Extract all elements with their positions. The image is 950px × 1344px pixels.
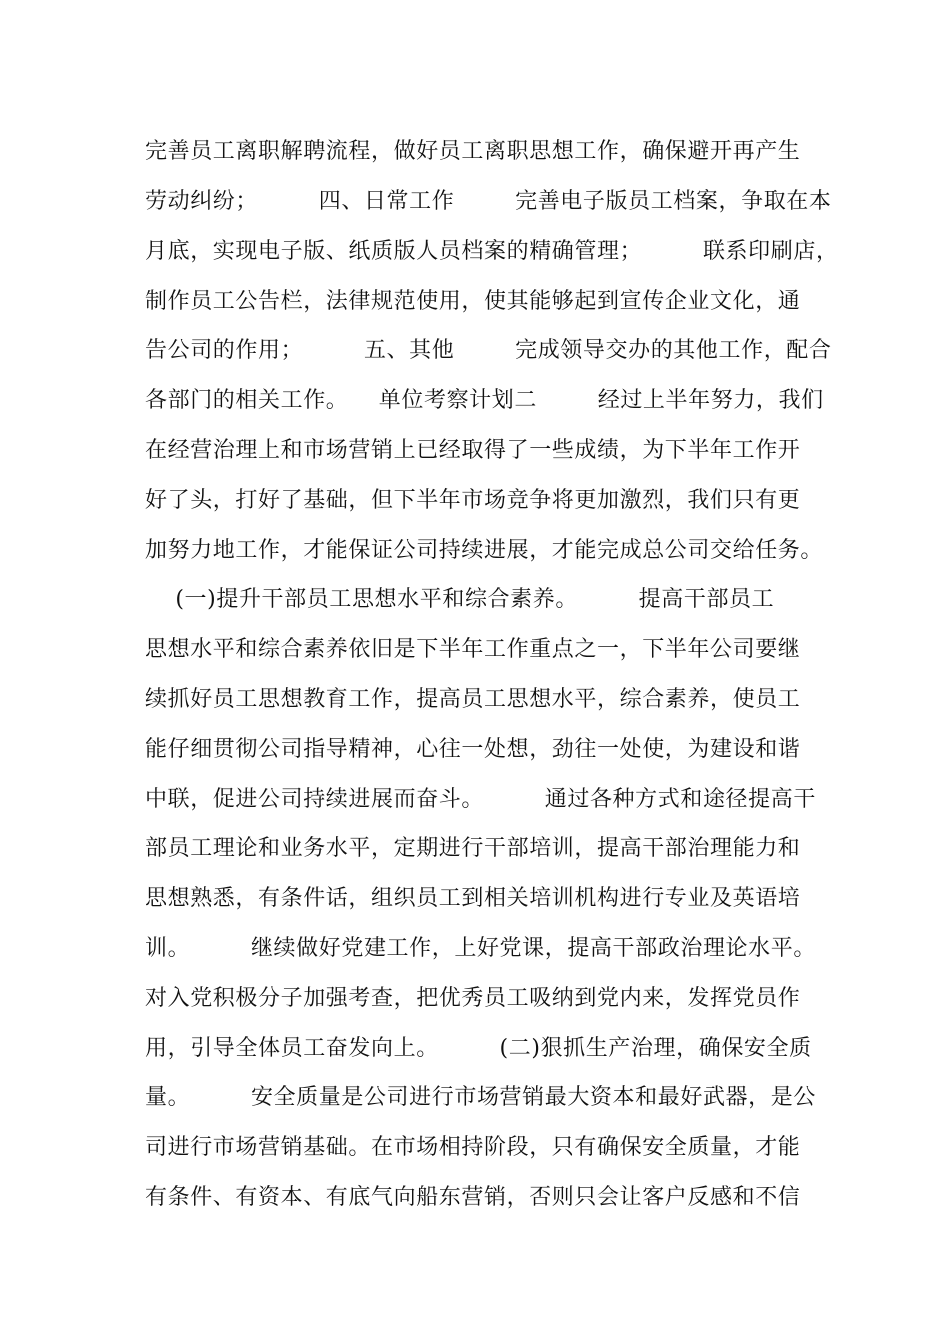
text-line: 中联，促进公司持续进展而奋斗。 通过各种方式和途径提高干 bbox=[145, 787, 816, 812]
text-line: (一)提升干部员工思想水平和综合素养。 提高干部员工 bbox=[145, 587, 775, 612]
text-line: 月底，实现电子版、纸质版人员档案的精确管理； 联系印刷店， bbox=[145, 239, 839, 264]
text-line: 续抓好员工思想教育工作，提高员工思想水平，综合素养，使员工 bbox=[145, 687, 801, 712]
text-line: 思想水平和综合素养依旧是下半年工作重点之一，下半年公司要继 bbox=[145, 637, 801, 662]
text-line: 对入党积极分子加强考查，把优秀员工吸纳到党内来，发挥党员作 bbox=[145, 986, 801, 1011]
text-line: 各部门的相关工作。 单位考察计划二 经过上半年努力，我们 bbox=[145, 388, 824, 413]
text-line: 思想熟悉，有条件话，组织员工到相关培训机构进行专业及英语培 bbox=[145, 886, 801, 911]
text-line: 能仔细贯彻公司指导精神，心往一处想，劲往一处使，为建设和谐 bbox=[145, 737, 801, 762]
text-line: 好了头，打好了基础，但下半年市场竞争将更加激烈，我们只有更 bbox=[145, 488, 801, 513]
text-line: 在经营治理上和市场营销上已经取得了一些成绩，为下半年工作开 bbox=[145, 438, 801, 463]
text-line: 劳动纠纷； 四、日常工作 完善电子版员工档案，争取在本 bbox=[145, 189, 832, 214]
text-line: 司进行市场营销基础。在市场相持阶段，只有确保安全质量，才能 bbox=[145, 1135, 801, 1160]
text-line: 训。 继续做好党建工作，上好党课，提高干部政治理论水平。 bbox=[145, 936, 816, 961]
text-line: 告公司的作用； 五、其他 完成领导交办的其他工作，配合 bbox=[145, 338, 832, 363]
text-line: 制作员工公告栏，法律规范使用，使其能够起到宣传企业文化，通 bbox=[145, 289, 801, 314]
text-line: 完善员工离职解聘流程，做好员工离职思想工作，确保避开再产生 bbox=[145, 139, 801, 164]
text-line: 用，引导全体员工奋发向上。 (二)狠抓生产治理，确保安全质 bbox=[145, 1036, 812, 1061]
text-line: 部员工理论和业务水平，定期进行干部培训，提高干部治理能力和 bbox=[145, 836, 801, 861]
text-line: 加努力地工作，才能保证公司持续进展，才能完成总公司交给任务。 bbox=[145, 538, 824, 563]
text-line: 量。 安全质量是公司进行市场营销最大资本和最好武器，是公 bbox=[145, 1085, 816, 1110]
text-line: 有条件、有资本、有底气向船东营销，否则只会让客户反感和不信 bbox=[145, 1185, 801, 1210]
